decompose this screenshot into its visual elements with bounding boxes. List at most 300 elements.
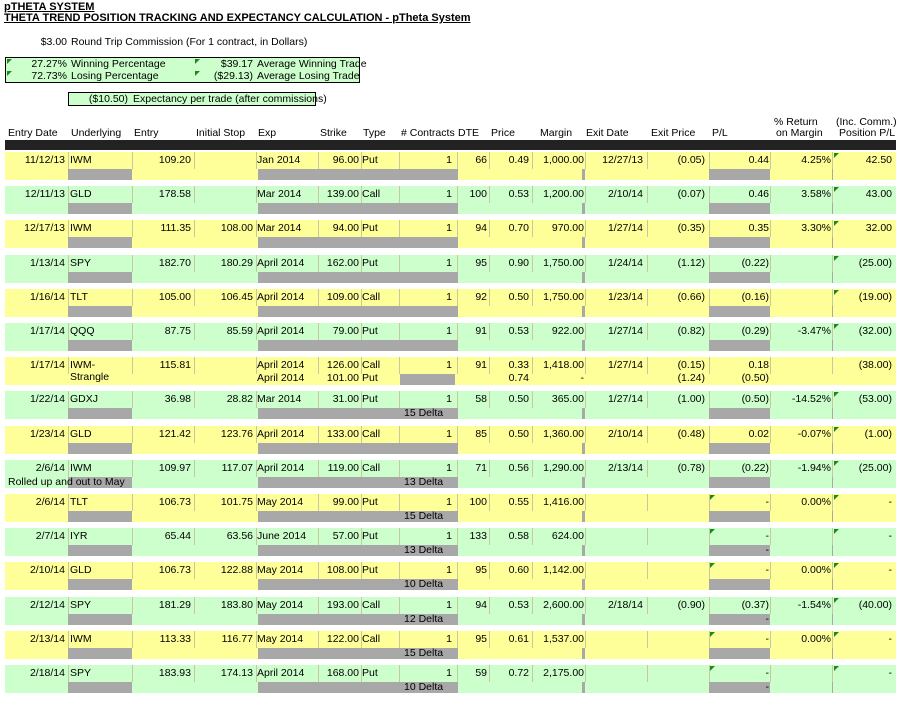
cell-xprice[interactable]: (0.82) — [677, 325, 705, 337]
cell-xprice[interactable] — [645, 667, 705, 679]
cell-pl[interactable]: (0.37) — [741, 598, 769, 611]
cell-exp[interactable]: May 2014 — [257, 632, 304, 645]
cell-strike[interactable]: 94.00 — [332, 222, 359, 235]
row-note[interactable]: Rolled up and out to May — [8, 475, 125, 488]
cell-strike[interactable]: 99.00 — [332, 496, 359, 508]
cell-stop[interactable]: 63.56 — [226, 530, 253, 543]
cell-dte[interactable]: 100 — [469, 496, 487, 508]
cell-exp[interactable]: June 2014 — [257, 530, 307, 543]
cell-date[interactable]: 2/13/14 — [29, 632, 65, 645]
cell-exp[interactable]: April 2014 — [257, 290, 305, 303]
cell-xprice[interactable]: (1.12) — [677, 256, 705, 269]
cell-price[interactable]: 0.60 — [508, 564, 529, 577]
cell-xdate[interactable] — [587, 564, 643, 576]
cell-exp[interactable]: Mar 2014 — [257, 393, 302, 406]
cell-entry[interactable]: 87.75 — [164, 325, 191, 337]
cell-price[interactable]: 0.49 — [508, 154, 529, 166]
cell-qty[interactable]: 1 — [446, 564, 452, 577]
col-header-exit-price[interactable]: Exit Price — [651, 127, 696, 139]
cell-date[interactable]: 1/13/14 — [29, 256, 65, 269]
table-row[interactable] — [5, 597, 896, 631]
cell-exp[interactable]: May 2014 — [257, 564, 304, 577]
table-row[interactable] — [5, 528, 896, 562]
delta-label[interactable]: 12 Delta — [404, 612, 444, 625]
cell-pos[interactable]: (25.00) — [858, 461, 892, 474]
col-header-underlying[interactable]: Underlying — [71, 127, 122, 139]
cell-qty[interactable]: 1 — [446, 632, 452, 645]
cell-margin[interactable]: 1,750.00 — [543, 290, 584, 303]
cell-pl[interactable]: 0.18 — [748, 359, 769, 372]
table-row[interactable] — [5, 289, 896, 323]
cell-pos[interactable]: (38.00) — [858, 359, 892, 372]
cell-xdate[interactable]: 1/27/14 — [607, 325, 643, 337]
table-row[interactable] — [5, 323, 896, 357]
cell-margin[interactable]: 1,750.00 — [543, 256, 584, 269]
cell-ret[interactable]: -1.54% — [797, 598, 831, 611]
cell-strike[interactable]: 57.00 — [332, 530, 359, 543]
cell-margin[interactable]: 1,360.00 — [543, 427, 584, 440]
col-header-margin[interactable]: Margin — [540, 127, 573, 139]
col-header-exit-date[interactable]: Exit Date — [586, 127, 629, 139]
cell-margin[interactable]: 970.00 — [551, 222, 584, 235]
cell-strike[interactable]: 122.00 — [326, 632, 359, 645]
cell-xdate[interactable] — [587, 530, 643, 542]
cell-pl[interactable]: - — [765, 564, 769, 577]
cell-dte[interactable]: 100 — [469, 188, 487, 201]
col-header-entry-date[interactable]: Entry Date — [8, 127, 58, 139]
cell-xdate[interactable]: 12/27/13 — [602, 154, 643, 166]
cell-qty[interactable]: 1 — [446, 393, 452, 406]
cell-stop[interactable]: 116.77 — [221, 632, 253, 645]
cell-sub-xprice[interactable]: (1.24) — [677, 372, 705, 385]
delta-label[interactable]: 13 Delta — [404, 475, 444, 488]
cell-pl-detail[interactable]: - — [765, 681, 769, 693]
col-header-strike[interactable]: Strike — [320, 127, 347, 139]
cell-xprice[interactable]: (0.48) — [677, 427, 705, 440]
cell-pos[interactable]: 43.00 — [865, 188, 892, 201]
cell-ret[interactable] — [771, 667, 831, 679]
cell-pl[interactable]: - — [765, 667, 769, 679]
cell-xprice[interactable] — [645, 496, 705, 508]
cell-dte[interactable]: 71 — [475, 461, 487, 474]
cell-und[interactable]: IWM — [70, 461, 92, 474]
cell-und[interactable]: SPY — [70, 256, 92, 269]
cell-date[interactable]: 2/12/14 — [29, 598, 65, 611]
cell-pos[interactable]: (40.00) — [858, 598, 892, 611]
cell-margin[interactable]: 1,416.00 — [543, 496, 584, 508]
cell-margin[interactable]: 1,418.00 — [543, 359, 584, 372]
cell-xprice[interactable]: (0.15) — [677, 359, 705, 372]
cell-strike[interactable]: 109.00 — [326, 290, 359, 303]
cell-price[interactable]: 0.72 — [508, 667, 529, 679]
cell-strike[interactable]: 168.00 — [326, 667, 359, 679]
cell-pos[interactable]: - — [888, 564, 892, 577]
cell-und[interactable]: IYR — [70, 530, 88, 543]
cell-date[interactable]: 2/7/14 — [35, 530, 65, 543]
cell-dte[interactable]: 95 — [475, 632, 487, 645]
cell-type[interactable]: Put — [362, 154, 378, 166]
cell-date[interactable]: 12/11/13 — [24, 188, 65, 201]
cell-exp[interactable]: April 2014 — [257, 256, 305, 269]
cell-und[interactable]: IWM-Strangle — [70, 359, 110, 384]
cell-exp[interactable]: Mar 2014 — [257, 188, 302, 201]
delta-label[interactable]: 15 Delta — [404, 646, 444, 659]
cell-xdate[interactable]: 2/10/14 — [607, 427, 643, 440]
cell-type[interactable]: Call — [362, 188, 381, 201]
cell-xdate[interactable]: 2/10/14 — [607, 188, 643, 201]
cell-pos[interactable]: 32.00 — [865, 222, 892, 235]
cell-exp[interactable]: May 2014 — [257, 496, 304, 508]
cell-pos[interactable]: - — [888, 496, 892, 508]
cell-pl[interactable]: 0.46 — [748, 188, 769, 201]
cell-qty[interactable]: 1 — [446, 461, 452, 474]
cell-dte[interactable]: 66 — [475, 154, 487, 166]
cell-stop[interactable]: 123.76 — [220, 427, 253, 440]
cell-xdate[interactable]: 2/13/14 — [607, 461, 643, 474]
cell-stop[interactable]: 85.59 — [226, 325, 253, 337]
cell-date[interactable]: 2/10/14 — [29, 564, 65, 577]
cell-entry[interactable]: 183.93 — [158, 667, 191, 679]
cell-ret[interactable] — [771, 257, 831, 269]
cell-pos[interactable]: - — [888, 632, 892, 645]
cell-pos[interactable]: - — [888, 667, 892, 679]
cell-entry[interactable]: 121.42 — [158, 427, 191, 440]
cell-qty[interactable]: 1 — [446, 598, 452, 611]
cell-xprice[interactable] — [645, 633, 705, 645]
cell-sub-strike[interactable]: 101.00 — [326, 372, 359, 385]
cell-stop[interactable]: 183.80 — [220, 598, 253, 611]
cell-und[interactable]: GLD — [70, 188, 92, 201]
cell-xdate[interactable]: 1/27/14 — [607, 222, 643, 235]
cell-strike[interactable]: 126.00 — [326, 359, 359, 372]
cell-ret[interactable] — [771, 291, 831, 303]
cell-exp[interactable]: April 2014 — [257, 427, 305, 440]
cell-price[interactable]: 0.56 — [508, 461, 529, 474]
col-header-type[interactable]: Type — [363, 127, 386, 139]
cell-qty[interactable]: 1 — [446, 496, 452, 508]
delta-label[interactable]: 13 Delta — [404, 544, 444, 557]
cell-sub-pl[interactable]: (0.50) — [741, 372, 769, 385]
cell-xprice[interactable]: (1.00) — [677, 393, 705, 406]
cell-pos[interactable]: (1.00) — [864, 427, 892, 440]
table-row[interactable] — [5, 665, 896, 699]
cell-und[interactable]: GLD — [70, 564, 92, 577]
delta-label[interactable]: 10 Delta — [404, 578, 444, 591]
cell-qty[interactable]: 1 — [446, 290, 452, 303]
table-row[interactable] — [5, 220, 896, 254]
col-header-pl[interactable]: P/L — [712, 127, 728, 139]
cell-qty[interactable]: 1 — [446, 154, 452, 166]
cell-entry[interactable]: 182.70 — [158, 256, 191, 269]
cell-entry[interactable]: 109.97 — [158, 461, 191, 474]
cell-pos[interactable]: (32.00) — [858, 325, 892, 337]
cell-sub-exp[interactable]: April 2014 — [257, 372, 305, 385]
cell-margin[interactable]: 922.00 — [551, 325, 584, 337]
cell-xdate[interactable]: 1/24/14 — [607, 256, 643, 269]
cell-qty[interactable]: 1 — [446, 188, 452, 201]
cell-pl[interactable]: (0.22) — [741, 256, 769, 269]
cell-xdate[interactable]: 1/23/14 — [607, 290, 643, 303]
cell-pl[interactable]: 0.35 — [748, 222, 769, 235]
cell-xdate[interactable] — [587, 667, 643, 679]
cell-pl[interactable]: (0.29) — [741, 325, 769, 337]
cell-stop[interactable] — [195, 359, 253, 371]
col-header-entry[interactable]: Entry — [134, 127, 159, 139]
cell-entry[interactable]: 113.33 — [159, 632, 191, 645]
cell-price[interactable]: 0.50 — [508, 427, 529, 440]
cell-qty[interactable]: 1 — [446, 359, 452, 372]
table-row[interactable] — [5, 426, 896, 460]
cell-sub-price[interactable]: 0.74 — [508, 372, 529, 385]
cell-pl[interactable]: 0.02 — [748, 427, 769, 440]
col-header-contracts[interactable]: # Contracts — [401, 127, 455, 139]
cell-date[interactable]: 1/16/14 — [29, 290, 65, 303]
cell-stop[interactable]: 28.82 — [226, 393, 253, 406]
cell-margin[interactable]: 1,290.00 — [543, 461, 584, 474]
cell-dte[interactable]: 94 — [475, 598, 487, 611]
cell-stop[interactable]: 106.45 — [220, 290, 253, 303]
cell-stop[interactable]: 122.88 — [220, 564, 253, 577]
cell-qty[interactable]: 1 — [446, 530, 452, 543]
cell-pl-detail[interactable]: - — [765, 612, 769, 625]
col-header-dte[interactable]: DTE — [458, 127, 479, 139]
cell-dte[interactable]: 59 — [475, 667, 487, 679]
commission-value[interactable]: $3.00 — [40, 36, 67, 48]
cell-strike[interactable]: 79.00 — [332, 325, 359, 337]
cell-stop[interactable]: 101.75 — [220, 496, 253, 508]
cell-qty[interactable]: 1 — [446, 222, 452, 235]
cell-type[interactable]: Call — [362, 359, 381, 372]
cell-exp[interactable]: Mar 2014 — [257, 222, 302, 235]
cell-xprice[interactable]: (0.05) — [677, 154, 705, 166]
cell-dte[interactable]: 92 — [475, 290, 487, 303]
cell-xprice[interactable]: (0.35) — [677, 222, 705, 235]
cell-pos[interactable]: 42.50 — [865, 154, 892, 166]
cell-stop[interactable] — [195, 154, 253, 166]
cell-pl[interactable]: - — [765, 496, 769, 508]
cell-strike[interactable]: 193.00 — [326, 598, 359, 611]
cell-type[interactable]: Put — [362, 222, 378, 235]
cell-margin[interactable]: 365.00 — [551, 393, 584, 406]
cell-margin[interactable]: 2,600.00 — [543, 598, 584, 611]
cell-exp[interactable]: April 2014 — [257, 461, 305, 474]
cell-pl[interactable]: 0.44 — [748, 154, 769, 166]
cell-type[interactable]: Put — [362, 667, 378, 679]
cell-pl[interactable]: (0.50) — [741, 393, 769, 406]
cell-ret[interactable]: -14.52% — [791, 393, 831, 406]
cell-stop[interactable] — [195, 188, 253, 200]
cell-dte[interactable]: 91 — [475, 325, 487, 337]
cell-stop[interactable]: 174.13 — [220, 667, 253, 679]
cell-ret[interactable]: 4.25% — [801, 154, 831, 166]
cell-price[interactable]: 0.50 — [508, 393, 529, 406]
cell-pl[interactable]: (0.16) — [741, 290, 769, 303]
table-row[interactable] — [5, 357, 896, 391]
cell-type[interactable]: Put — [362, 564, 378, 577]
cell-strike[interactable]: 31.00 — [332, 393, 359, 406]
cell-und[interactable]: QQQ — [70, 325, 95, 337]
cell-entry[interactable]: 65.44 — [164, 530, 191, 543]
delta-label[interactable]: 10 Delta — [404, 681, 444, 693]
col-header-price[interactable]: Price — [491, 127, 515, 139]
table-row[interactable] — [5, 152, 896, 186]
cell-date[interactable]: 1/17/14 — [29, 325, 65, 337]
cell-exp[interactable]: Jan 2014 — [257, 154, 301, 166]
cell-strike[interactable]: 108.00 — [326, 564, 359, 577]
cell-xprice[interactable]: (0.07) — [677, 188, 705, 201]
cell-entry[interactable]: 106.73 — [158, 564, 191, 577]
cell-ret[interactable]: -3.47% — [797, 325, 831, 337]
col-header-initial-stop[interactable]: Initial Stop — [196, 127, 246, 139]
table-row[interactable] — [5, 460, 896, 494]
cell-und[interactable]: SPY — [70, 598, 92, 611]
cell-date[interactable]: 12/17/13 — [24, 222, 65, 235]
cell-xprice[interactable] — [645, 564, 705, 576]
cell-exp[interactable]: April 2014 — [257, 325, 305, 337]
cell-price[interactable]: 0.53 — [508, 598, 529, 611]
cell-sub-type[interactable]: Put — [362, 372, 378, 385]
cell-type[interactable]: Put — [362, 325, 378, 337]
cell-und[interactable]: SPY — [70, 667, 92, 679]
cell-date[interactable]: 1/23/14 — [29, 427, 65, 440]
cell-price[interactable]: 0.53 — [508, 188, 529, 201]
col-header-position-top[interactable]: (Inc. Comm.) — [836, 116, 897, 128]
delta-label[interactable]: 15 Delta — [404, 510, 444, 522]
cell-xdate[interactable] — [587, 633, 643, 645]
cell-xprice[interactable]: (0.78) — [677, 461, 705, 474]
cell-ret[interactable]: -0.07% — [797, 427, 831, 440]
cell-strike[interactable]: 133.00 — [326, 427, 359, 440]
cell-date[interactable]: 1/17/14 — [29, 359, 65, 372]
cell-date[interactable]: 1/22/14 — [29, 393, 65, 406]
cell-dte[interactable]: 133 — [469, 530, 487, 543]
cell-strike[interactable]: 119.00 — [327, 461, 359, 474]
cell-pl[interactable]: - — [765, 530, 769, 543]
cell-dte[interactable]: 91 — [475, 359, 487, 372]
cell-price[interactable]: 0.58 — [508, 530, 529, 543]
cell-dte[interactable]: 85 — [475, 427, 487, 440]
cell-price[interactable]: 0.33 — [508, 359, 529, 372]
cell-und[interactable]: IWM — [70, 632, 92, 645]
cell-xdate[interactable]: 2/18/14 — [607, 598, 643, 611]
cell-dte[interactable]: 95 — [475, 256, 487, 269]
cell-dte[interactable]: 95 — [475, 564, 487, 577]
cell-xdate[interactable]: 1/27/14 — [607, 359, 643, 372]
cell-und[interactable]: IWM — [70, 154, 92, 166]
cell-qty[interactable]: 1 — [446, 667, 452, 679]
cell-entry[interactable]: 36.98 — [164, 393, 191, 406]
cell-type[interactable]: Call — [362, 632, 381, 645]
cell-xprice[interactable]: (0.90) — [677, 598, 705, 611]
cell-stop[interactable]: 108.00 — [220, 222, 253, 235]
cell-strike[interactable]: 96.00 — [332, 154, 359, 166]
cell-margin[interactable]: 1,200.00 — [543, 188, 584, 201]
table-row[interactable] — [5, 494, 896, 528]
cell-date[interactable]: 2/6/14 — [35, 461, 65, 474]
delta-label[interactable]: 15 Delta — [404, 407, 444, 420]
cell-exp[interactable]: April 2014 — [257, 667, 305, 679]
cell-pl[interactable]: (0.22) — [741, 461, 769, 474]
cell-entry[interactable]: 115.81 — [159, 359, 191, 372]
cell-margin[interactable]: 624.00 — [551, 530, 584, 543]
cell-margin[interactable]: 1,000.00 — [543, 154, 584, 166]
cell-dte[interactable]: 58 — [475, 393, 487, 406]
cell-qty[interactable]: 1 — [446, 325, 452, 337]
col-header-return-top[interactable]: % Return — [774, 116, 818, 128]
cell-entry[interactable]: 109.20 — [158, 154, 191, 166]
cell-date[interactable]: 2/6/14 — [35, 496, 65, 508]
cell-qty[interactable]: 1 — [446, 427, 452, 440]
cell-price[interactable]: 0.70 — [508, 222, 529, 235]
cell-xprice[interactable]: (0.66) — [677, 290, 705, 303]
cell-und[interactable]: GLD — [70, 427, 92, 440]
cell-exp[interactable]: April 2014 — [257, 359, 305, 372]
cell-pl-detail[interactable]: - — [765, 544, 769, 557]
cell-pos[interactable]: (53.00) — [858, 393, 892, 406]
cell-dte[interactable]: 94 — [475, 222, 487, 235]
cell-ret[interactable]: 3.58% — [801, 188, 831, 201]
col-header-return-bottom[interactable]: on Margin — [776, 127, 823, 139]
cell-und[interactable]: GDXJ — [70, 393, 99, 406]
table-row[interactable] — [5, 255, 896, 289]
cell-ret[interactable]: 0.00% — [801, 632, 831, 645]
cell-pos[interactable]: - — [888, 530, 892, 543]
cell-price[interactable]: 0.53 — [508, 325, 529, 337]
cell-entry[interactable]: 111.35 — [160, 222, 191, 235]
cell-ret[interactable] — [771, 359, 831, 371]
cell-entry[interactable]: 106.73 — [158, 496, 191, 508]
cell-date[interactable]: 11/12/13 — [24, 154, 65, 166]
cell-ret[interactable] — [771, 530, 831, 542]
cell-ret[interactable]: 0.00% — [801, 564, 831, 577]
table-row[interactable] — [5, 186, 896, 220]
cell-entry[interactable]: 105.00 — [158, 290, 191, 303]
cell-stop[interactable]: 180.29 — [220, 256, 253, 269]
cell-price[interactable]: 0.61 — [508, 632, 529, 645]
cell-type[interactable]: Call — [362, 598, 381, 611]
cell-xdate[interactable] — [587, 496, 643, 508]
cell-strike[interactable]: 162.00 — [326, 256, 359, 269]
cell-ret[interactable]: 3.30% — [801, 222, 831, 235]
cell-price[interactable]: 0.90 — [508, 256, 529, 269]
table-row[interactable] — [5, 562, 896, 596]
cell-pos[interactable]: (19.00) — [858, 290, 892, 303]
cell-margin[interactable]: 1,142.00 — [543, 564, 584, 577]
cell-type[interactable]: Call — [362, 290, 381, 303]
table-row[interactable] — [5, 631, 896, 665]
col-header-position-bottom[interactable]: Position P/L — [839, 127, 896, 139]
cell-und[interactable]: IWM — [70, 222, 92, 235]
cell-ret[interactable]: -1.94% — [797, 461, 831, 474]
cell-type[interactable]: Put — [362, 256, 378, 269]
cell-type[interactable]: Put — [362, 496, 378, 508]
cell-price[interactable]: 0.50 — [508, 290, 529, 303]
cell-strike[interactable]: 139.00 — [326, 188, 359, 201]
cell-ret[interactable]: 0.00% — [801, 496, 831, 508]
cell-xdate[interactable]: 1/27/14 — [607, 393, 643, 406]
cell-entry[interactable]: 178.58 — [158, 188, 191, 201]
cell-margin[interactable]: 1,537.00 — [543, 632, 584, 645]
cell-type[interactable]: Put — [362, 530, 378, 543]
cell-xprice[interactable] — [645, 530, 705, 542]
cell-exp[interactable]: May 2014 — [257, 598, 304, 611]
cell-entry[interactable]: 181.29 — [158, 598, 191, 611]
col-header-exp[interactable]: Exp — [258, 127, 277, 139]
cell-und[interactable]: TLT — [70, 290, 88, 303]
cell-stop[interactable]: 117.07 — [221, 461, 253, 474]
cell-margin[interactable]: 2,175.00 — [543, 667, 584, 679]
cell-date[interactable]: 2/18/14 — [29, 667, 65, 679]
